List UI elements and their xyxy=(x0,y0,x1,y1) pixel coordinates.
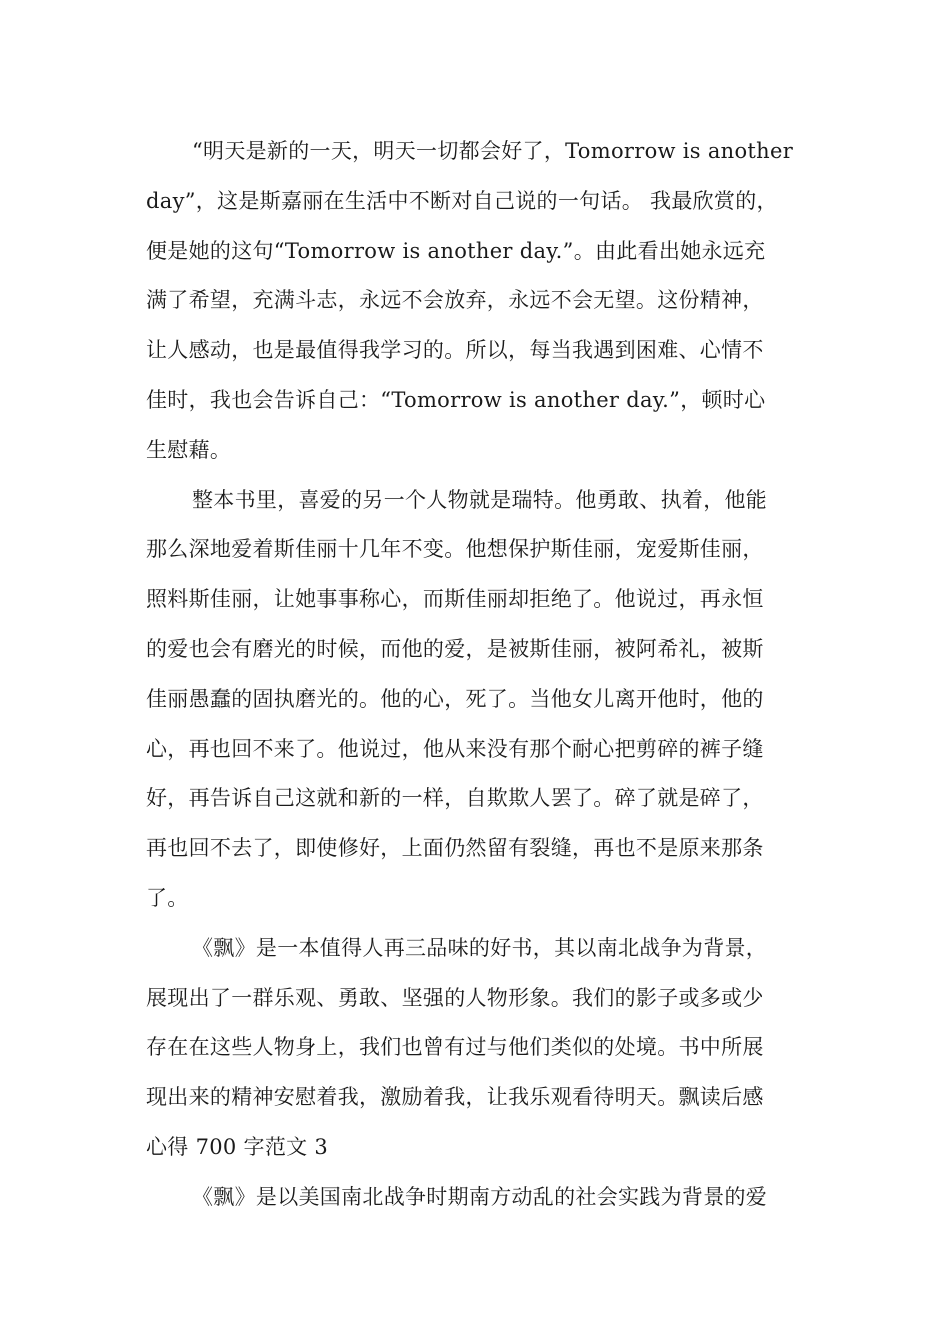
text-line: 好，再告诉自己这就和新的一样，自欺欺人罢了。碎了就是碎了， xyxy=(146,786,764,811)
text-line: 的爱也会有磨光的时候，而他的爱，是被斯佳丽，被阿希礼，被斯 xyxy=(146,636,764,661)
text-line: 展现出了一群乐观、勇敢、坚强的人物形象。我们的影子或多或少 xyxy=(146,985,764,1010)
text-line: 心得 700 字范文 3 xyxy=(146,1134,329,1159)
text-line: 存在在这些人物身上，我们也曾有过与他们类似的处境。书中所展 xyxy=(146,1035,764,1060)
text-line: 照料斯佳丽，让她事事称心，而斯佳丽却拒绝了。他说过，再永恒 xyxy=(146,587,764,612)
text-line: 现出来的精神安慰着我，激励着我，让我乐观看待明天。飘读后感 xyxy=(146,1085,764,1110)
document-body xyxy=(146,127,818,1223)
text-line: 佳丽愚蠢的固执磨光的。他的心，死了。当他女儿离开他时，他的 xyxy=(146,686,764,711)
text-line: day”，这是斯嘉丽在生活中不断对自己说的一句话。 我最欣赏的， xyxy=(146,188,778,213)
text-line: 心，再也回不来了。他说过，他从来没有那个耐心把剪碎的裤子缝 xyxy=(146,736,764,761)
text-line: 了。 xyxy=(146,885,189,910)
text-line: 佳时，我也会告诉自己：“Tomorrow is another day.”，顿时心 xyxy=(146,387,766,412)
text-line: 那么深地爱着斯佳丽十几年不变。他想保护斯佳丽，宠爱斯佳丽， xyxy=(146,537,764,562)
text-line: 《飘》是以美国南北战争时期南方动乱的社会实践为背景的爱 xyxy=(192,1184,768,1209)
text-line: “明天是新的一天，明天一切都会好了，Tomorrow is another xyxy=(192,139,794,163)
text-line: 再也回不去了，即使修好，上面仍然留有裂缝，再也不是原来那条 xyxy=(146,836,764,861)
text-line: 满了希望，充满斗志，永远不会放弃，永远不会无望。这份精神， xyxy=(146,288,764,313)
text-line: 整本书里，喜爱的另一个人物就是瑞特。他勇敢、执着，他能 xyxy=(192,487,768,512)
text-line: 便是她的这句“Tomorrow is another day.”。由此看出她永远充 xyxy=(146,238,766,263)
text-line: 生慰藉。 xyxy=(146,437,232,462)
text-line: 让人感动，也是最值得我学习的。所以，每当我遇到困难、心情不 xyxy=(146,338,764,363)
text-line: 《飘》是一本值得人再三品味的好书，其以南北战争为背景， xyxy=(192,935,768,960)
